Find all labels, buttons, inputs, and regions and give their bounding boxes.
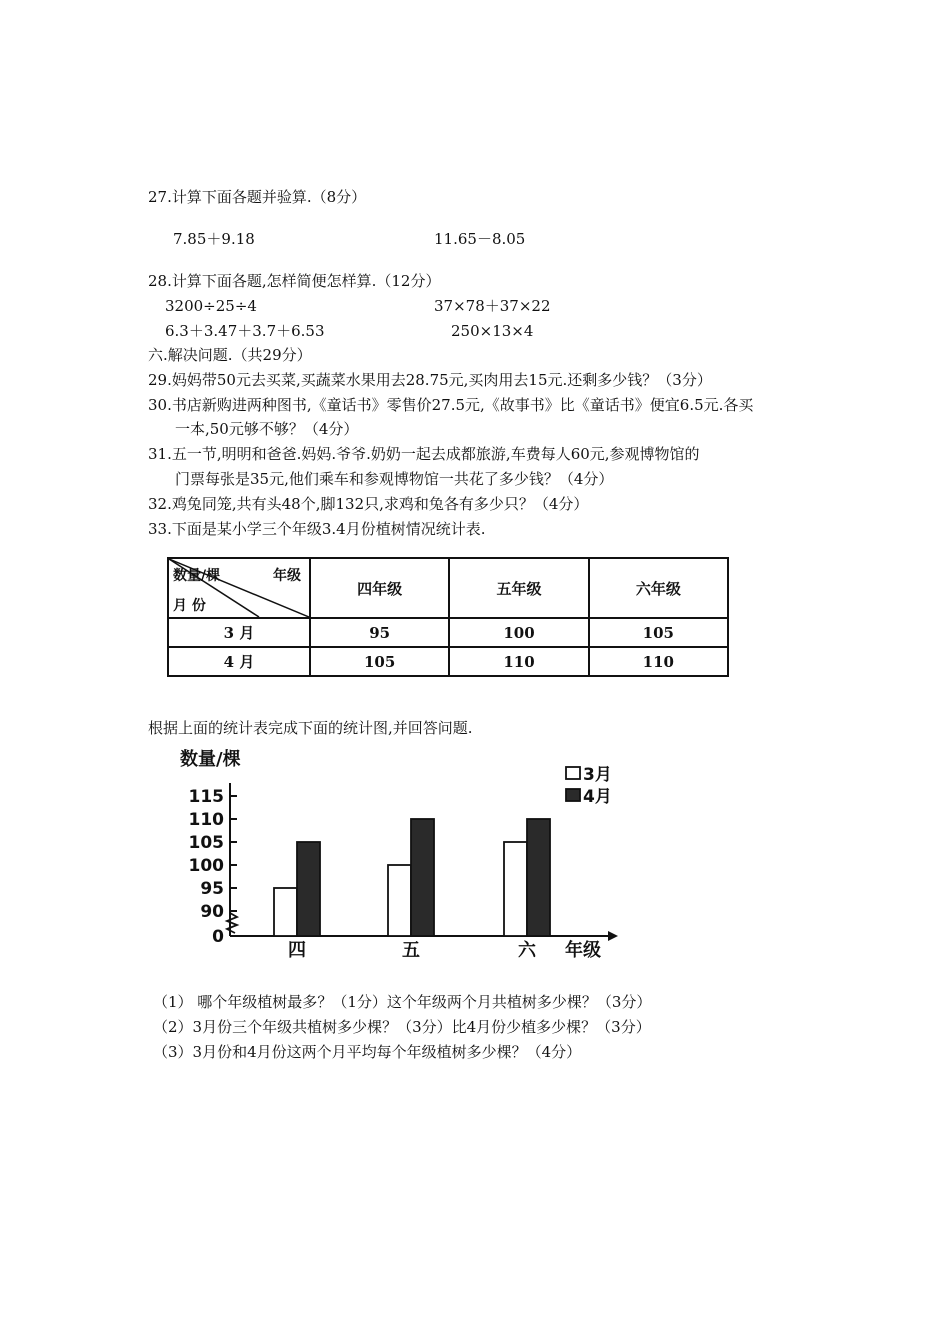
- bar-4月-五: [411, 819, 434, 936]
- y-tick-label: 95: [200, 879, 224, 899]
- y-tick-label: 100: [188, 856, 224, 876]
- corner-month: 月 份: [173, 598, 206, 614]
- corner-quantity: 数量/棵: [173, 568, 221, 584]
- header-grade-5: 五年级: [449, 558, 588, 618]
- bar-3月-五: [388, 865, 411, 936]
- legend-swatch-3月: [566, 767, 580, 779]
- stat-table: [167, 557, 729, 677]
- section-6-heading: 六.解决问题.（共29分）: [148, 346, 312, 364]
- q30-line-2: 一本,50元够不够？（4分）: [175, 420, 359, 438]
- q31-line-1: 31.五一节,明明和爸爸.妈妈.爷爷.奶奶一起去成都旅游,车费每人60元,参观博物馆的: [148, 445, 700, 463]
- q27-expr-2: 11.65－8.05: [434, 230, 526, 248]
- row-label: 4 月: [168, 647, 310, 676]
- bar-4月-四: [297, 842, 320, 936]
- cell: 110: [589, 647, 728, 676]
- q28-expr-1: 3200÷25÷4: [165, 297, 257, 315]
- y-tick-label: 105: [188, 833, 224, 853]
- y-tick-label: 90: [200, 902, 224, 922]
- bar-3月-六: [504, 842, 527, 936]
- bar-3月-四: [274, 888, 297, 936]
- cell: 100: [449, 618, 588, 647]
- q28-title: 28.计算下面各题,怎样简便怎样算.（12分）: [148, 272, 441, 290]
- cell: 105: [310, 647, 449, 676]
- legend-label: 3月: [583, 765, 612, 785]
- header-grade-6: 六年级: [589, 558, 728, 618]
- y-tick-label: 0: [212, 927, 224, 947]
- q29-text: 29.妈妈带50元去买菜,买蔬菜水果用去28.75元,买肉用去15元.还剩多少钱？（3分）: [148, 371, 712, 389]
- y-tick-label: 115: [188, 787, 224, 807]
- x-axis-arrow: [608, 931, 618, 941]
- row-label: 3 月: [168, 618, 310, 647]
- sub-question-3: （3）3月份和4月份这两个月平均每个年级植树多少棵？（4分）: [153, 1043, 582, 1061]
- table-row-april: [168, 647, 728, 676]
- q30-line-1: 30.书店新购进两种图书,《童话书》零售价27.5元,《故事书》比《童话书》便宜6.5元.各买: [148, 396, 754, 414]
- cell: 110: [449, 647, 588, 676]
- table-row-march: [168, 618, 728, 647]
- q33-title: 33.下面是某小学三个年级3.4月份植树情况统计表.: [148, 520, 486, 538]
- q32-text: 32.鸡兔同笼,共有头48个,脚132只,求鸡和兔各有多少只？（4分）: [148, 495, 589, 513]
- axis-break: [227, 913, 237, 933]
- legend-swatch-4月: [566, 789, 580, 801]
- sub-question-1: （1） 哪个年级植树最多？（1分）这个年级两个月共植树多少棵？（3分）: [153, 993, 652, 1011]
- y-axis-label: 数量/棵: [180, 749, 241, 770]
- legend-label: 4月: [583, 787, 612, 807]
- q28-expr-2: 37×78＋37×22: [434, 297, 551, 315]
- y-tick-label: 110: [188, 810, 224, 830]
- corner-grade: 年级: [273, 568, 301, 584]
- header-grade-4: 四年级: [310, 558, 449, 618]
- x-tick-label: 五: [402, 940, 420, 961]
- table-corner-cell: [168, 558, 310, 618]
- q28-expr-3: 6.3＋3.47＋3.7＋6.53: [165, 322, 325, 340]
- cell: 105: [589, 618, 728, 647]
- q27-title: 27.计算下面各题并验算.（8分）: [148, 188, 367, 206]
- x-tick-label: 六: [518, 940, 536, 961]
- x-tick-label: 四: [288, 940, 306, 961]
- bar-chart: [170, 745, 650, 965]
- q27-expr-1: 7.85＋9.18: [173, 230, 255, 248]
- cell: 95: [310, 618, 449, 647]
- q28-expr-4: 250×13×4: [451, 322, 534, 340]
- bar-4月-六: [527, 819, 550, 936]
- chart-intro: 根据上面的统计表完成下面的统计图,并回答问题.: [148, 719, 473, 737]
- sub-question-2: （2）3月份三个年级共植树多少棵？（3分）比4月份少植多少棵？（3分）: [153, 1018, 651, 1036]
- x-axis-label: 年级: [565, 940, 601, 961]
- q31-line-2: 门票每张是35元,他们乘车和参观博物馆一共花了多少钱？（4分）: [175, 470, 614, 488]
